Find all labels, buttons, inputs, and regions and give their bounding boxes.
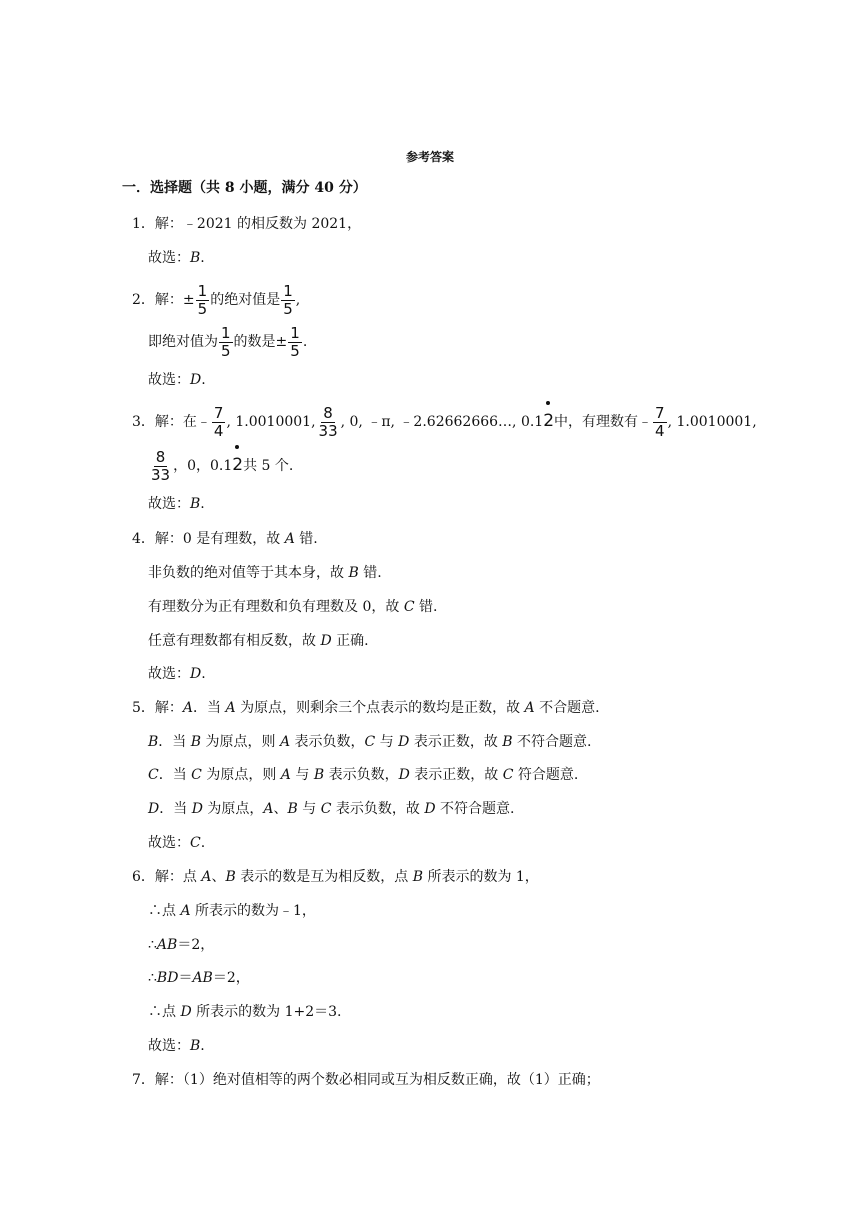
text: 的绝对值是 [210,292,281,308]
answer-letter: B [190,1038,201,1054]
text: ∴ [148,937,157,953]
answer-suffix: . [200,496,205,512]
denominator: 5 [283,299,293,318]
text: ．当 [158,734,191,750]
q4-line2 [148,563,382,583]
numerator: 1 [221,323,231,342]
variable: A [524,700,535,716]
text: 错. [294,531,318,547]
q3-line1 [132,404,757,439]
text: 与 [375,734,399,750]
q6-answer [148,1036,205,1056]
variable: B [225,869,236,885]
variable: A [182,700,194,716]
variable: D [320,633,332,649]
q1-answer [148,248,205,268]
variable: AB [192,970,213,986]
q1-number: 1． [132,216,155,232]
variable: D [424,801,436,817]
q7-number: 7． [132,1072,155,1088]
text: 解：（1）绝对值相等的两个数必相同或互为相反数正确，故（1）正确； [154,1072,600,1088]
text: 不符合题意. [435,801,515,817]
variable: C [502,767,514,783]
repeating-digit: 2 [232,448,243,482]
denominator: 33 [151,465,171,484]
text: ．当 [158,767,192,783]
q2-number: 2． [132,292,155,308]
text: 有理数分为正有理数和负有理数及 0，故 [148,599,404,615]
answer-prefix: 故选： [148,835,190,851]
numerator: 7 [213,403,224,422]
denominator: 33 [318,421,338,440]
q4-line1 [132,529,318,549]
answer-prefix: 故选： [148,1038,190,1054]
text: 解：0 是有理数，故 [154,531,285,547]
fraction [288,323,302,360]
text: 解：± [154,292,195,308]
text: 与 [290,767,314,783]
text: ∴ [148,970,157,986]
q5-line2 [148,732,592,752]
text: 即绝对值为 [148,334,218,350]
text: , 0, ﹣π, ﹣2.62662666…, 0.1 [340,414,544,430]
numerator: 8 [155,447,166,466]
fraction [219,323,233,360]
text: , 1.0010001, [226,414,316,430]
text: ．当 [193,700,226,716]
variable: B [313,767,325,783]
variable: A [225,700,236,716]
answer-suffix: . [201,666,206,682]
text: 表示负数， [324,767,399,783]
fraction [212,403,226,440]
text: ，0，0.1 [173,458,233,474]
text: 表示负数，故 [331,801,425,817]
section-heading: 一．选择题（共 8 小题，满分 40 分） [122,180,367,196]
q6-line3 [148,935,214,955]
variable: A [280,767,291,783]
q5-line1 [132,698,600,718]
q7-line1 [132,1070,600,1090]
q6-line1 [132,867,539,887]
variable: B [348,565,359,581]
text: 符合题意. [513,767,579,783]
q1-text: 解：﹣2021 的相反数为 2021， [154,216,362,232]
q5-line4 [148,799,514,819]
text: 所表示的数为﹣1， [190,903,316,919]
numerator: 1 [283,281,293,300]
text: 解：在﹣ [154,414,211,430]
text: 与 [297,801,321,817]
text: ＝ [178,970,193,986]
variable: C [191,767,202,783]
variable: AB [156,937,178,953]
variable: D [180,1004,192,1020]
denominator: 4 [655,421,665,440]
text: 解：点 [154,869,202,885]
variable: D [191,801,203,817]
text: 解： [154,700,183,716]
numerator: 1 [197,281,208,300]
q3-number: 3． [132,414,155,430]
text: 所表示的数为 1， [423,869,539,885]
q2-line1 [132,283,300,317]
answer-letter: C [190,835,201,851]
answer-suffix: . [200,250,205,266]
numerator: 7 [655,403,665,422]
q5-line3 [148,765,578,785]
text: 非负数的绝对值等于其本身，故 [148,565,349,581]
variable: BD [156,970,179,986]
text: 共 5 个. [243,458,294,474]
q4-line4 [148,631,369,651]
text: ．当 [159,801,192,817]
variable: A [180,903,191,919]
answer-prefix: 故选： [148,372,190,388]
answer-letter: B [190,250,201,266]
text: 错. [358,565,382,581]
text: ＝2， [177,937,215,953]
q6-line2 [148,901,316,921]
variable: C [403,599,415,615]
numerator: 1 [290,323,300,342]
q3-answer [148,494,205,514]
answer-prefix: 故选： [148,496,190,512]
variable: B [148,734,159,750]
text: 为原点，则剩余三个点表示的数均是正数，故 [235,700,525,716]
text: 所表示的数为 1+2＝3. [191,1004,342,1020]
text: ∴点 [148,1004,181,1020]
variable: D [398,734,410,750]
text: , [295,292,301,308]
text: 错. [414,599,438,615]
q2-line2 [148,325,307,359]
text: 表示的数是互为相反数，点 [235,869,413,885]
variable: B [412,869,423,885]
text: 表示负数， [290,734,365,750]
text: 不符合题意. [512,734,592,750]
text: 、 [211,869,226,885]
numerator: 8 [323,403,333,422]
variable: A [263,801,274,817]
denominator: 4 [213,421,224,440]
variable: D [398,767,410,783]
variable: C [320,801,332,817]
q4-number: 4． [132,531,155,547]
answer-suffix: . [200,1038,205,1054]
text: 正确. [331,633,369,649]
text: 为原点，则 [201,767,281,783]
fraction [317,403,340,440]
denominator: 5 [197,299,208,318]
denominator: 5 [290,341,300,360]
variable: D [148,801,160,817]
text: ∴点 [148,903,181,919]
answer-prefix: 故选： [148,250,190,266]
q4-line3 [148,597,437,617]
q6-line4 [148,968,250,988]
variable: A [201,869,212,885]
variable: B [190,734,202,750]
variable: C [148,767,159,783]
answer-letter: D [190,372,202,388]
answer-letter: B [190,496,201,512]
denominator: 5 [221,341,231,360]
text: . [302,334,308,350]
answer-letter: D [190,666,202,682]
text: 不合题意. [534,700,600,716]
text: 、 [273,801,288,817]
q2-answer [148,370,206,390]
fraction [149,447,172,484]
text: 表示正数，故 [409,734,503,750]
answer-suffix: . [201,372,206,388]
fraction [196,281,210,318]
text: 为原点，则 [201,734,280,750]
fraction [281,281,295,318]
text: , 1.0010001, [667,414,757,430]
text: 表示正数，故 [409,767,503,783]
variable: C [364,734,376,750]
q3-line2 [148,448,293,483]
repeating-digit: 2 [543,404,554,438]
fraction [653,403,667,440]
q4-answer [148,664,206,684]
q5-answer [148,833,205,853]
variable: B [502,734,513,750]
text: 为原点， [202,801,264,817]
q1-solution [132,214,361,234]
variable: A [279,734,291,750]
variable: A [284,531,295,547]
q5-number: 5． [132,700,155,716]
q6-number: 6． [132,869,155,885]
q6-line5 [148,1002,342,1022]
text: ＝2， [212,970,250,986]
variable: B [287,801,298,817]
answer-prefix: 故选： [148,666,190,682]
answer-suffix: . [200,835,206,851]
page-title: 参考答案 [405,150,454,164]
text: 的数是± [233,334,288,350]
text: 中，有理数有﹣ [554,414,653,430]
text: 任意有理数都有相反数，故 [148,633,321,649]
